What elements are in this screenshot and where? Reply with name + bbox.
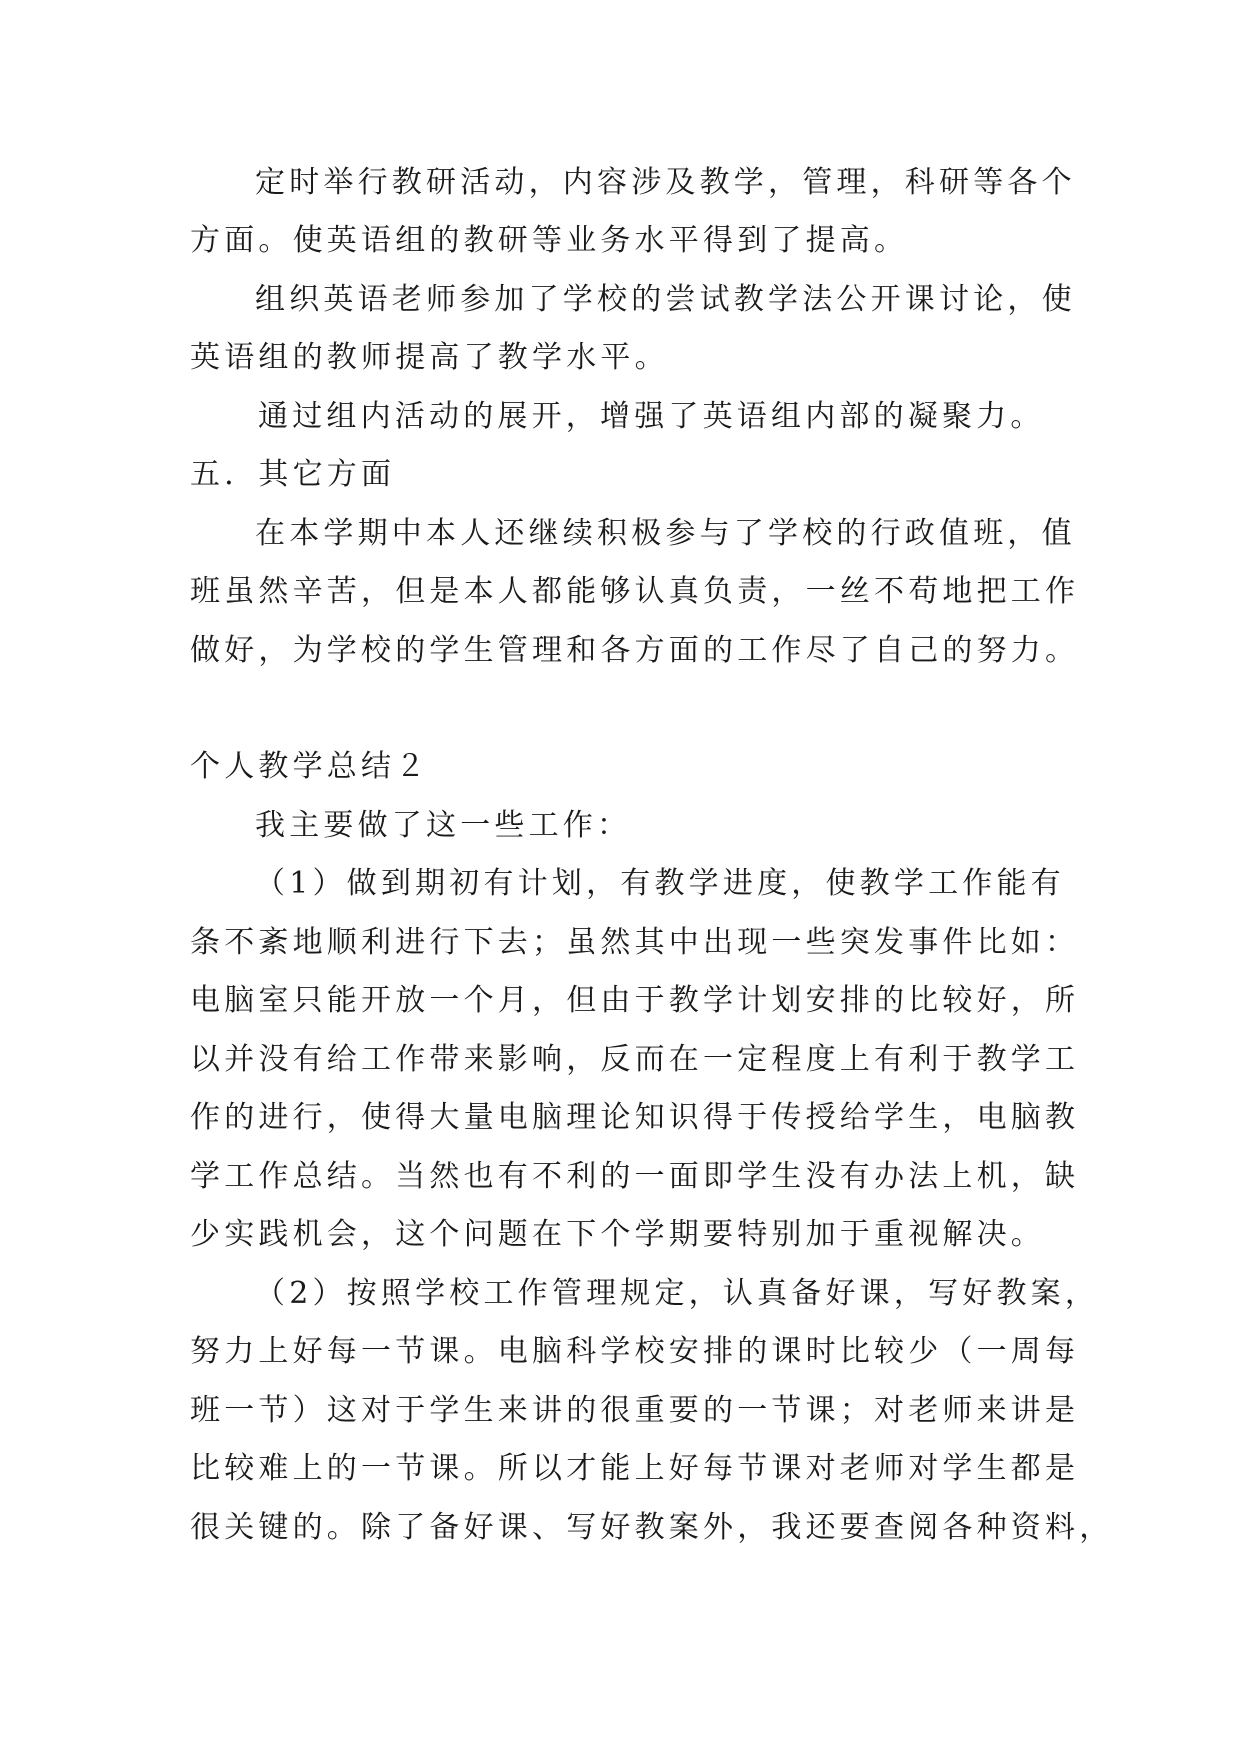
section-heading: 五．其它方面 [190, 457, 396, 492]
document-title: 个人教学总结２ [190, 749, 430, 784]
paragraph-line: 条不紊地顺利进行下去；虽然其中出现一些突发事件比如： [190, 925, 1080, 960]
paragraph-line: 努力上好每一节课。电脑科学校安排的课时比较少（一周每 [190, 1334, 1080, 1369]
paragraph-line: 学工作总结。当然也有不利的一面即学生没有办法上机，缺 [190, 1159, 1080, 1194]
paragraph-line: 电脑室只能开放一个月，但由于教学计划安排的比较好，所 [190, 983, 1080, 1018]
paragraph-line: 在本学期中本人还继续积极参与了学校的行政值班，值 [255, 516, 1076, 551]
paragraph-line: 作的进行，使得大量电脑理论知识得于传授给学生，电脑教 [190, 1100, 1080, 1135]
paragraph-line: 少实践机会，这个问题在下个学期要特别加于重视解决。 [190, 1217, 1045, 1252]
paragraph-line: 很关键的。除了备好课、写好教案外，我还要查阅各种资料， [190, 1510, 1114, 1545]
paragraph-line: 英语组的教师提高了教学水平。 [190, 340, 669, 375]
paragraph-line: 做好，为学校的学生管理和各方面的工作尽了自己的努力。 [190, 633, 1080, 668]
paragraph-line: 定时举行教研活动，内容涉及教学，管理，科研等各个 [255, 165, 1076, 200]
paragraph-line: 通过组内活动的展开，增强了英语组内部的凝聚力。 [258, 399, 1045, 434]
paragraph-line: 方面。使英语组的教研等业务水平得到了提高。 [190, 223, 909, 258]
paragraph-line: 以并没有给工作带来影响，反而在一定程度上有利于教学工 [190, 1042, 1080, 1077]
paragraph-line: 班虽然辛苦，但是本人都能够认真负责，一丝不苟地把工作 [190, 574, 1080, 609]
paragraph-line: 班一节）这对于学生来讲的很重要的一节课；对老师来讲是 [190, 1393, 1080, 1428]
paragraph-line: （1）做到期初有计划，有教学进度，使教学工作能有 [255, 866, 1065, 901]
paragraph-line: 我主要做了这一些工作： [255, 808, 632, 843]
paragraph-line: 组织英语老师参加了学校的尝试教学法公开课讨论，使 [255, 282, 1076, 317]
paragraph-line: （2）按照学校工作管理规定，认真备好课，写好教案， [255, 1276, 1100, 1311]
paragraph-line: 比较难上的一节课。所以才能上好每节课对老师对学生都是 [190, 1451, 1080, 1486]
